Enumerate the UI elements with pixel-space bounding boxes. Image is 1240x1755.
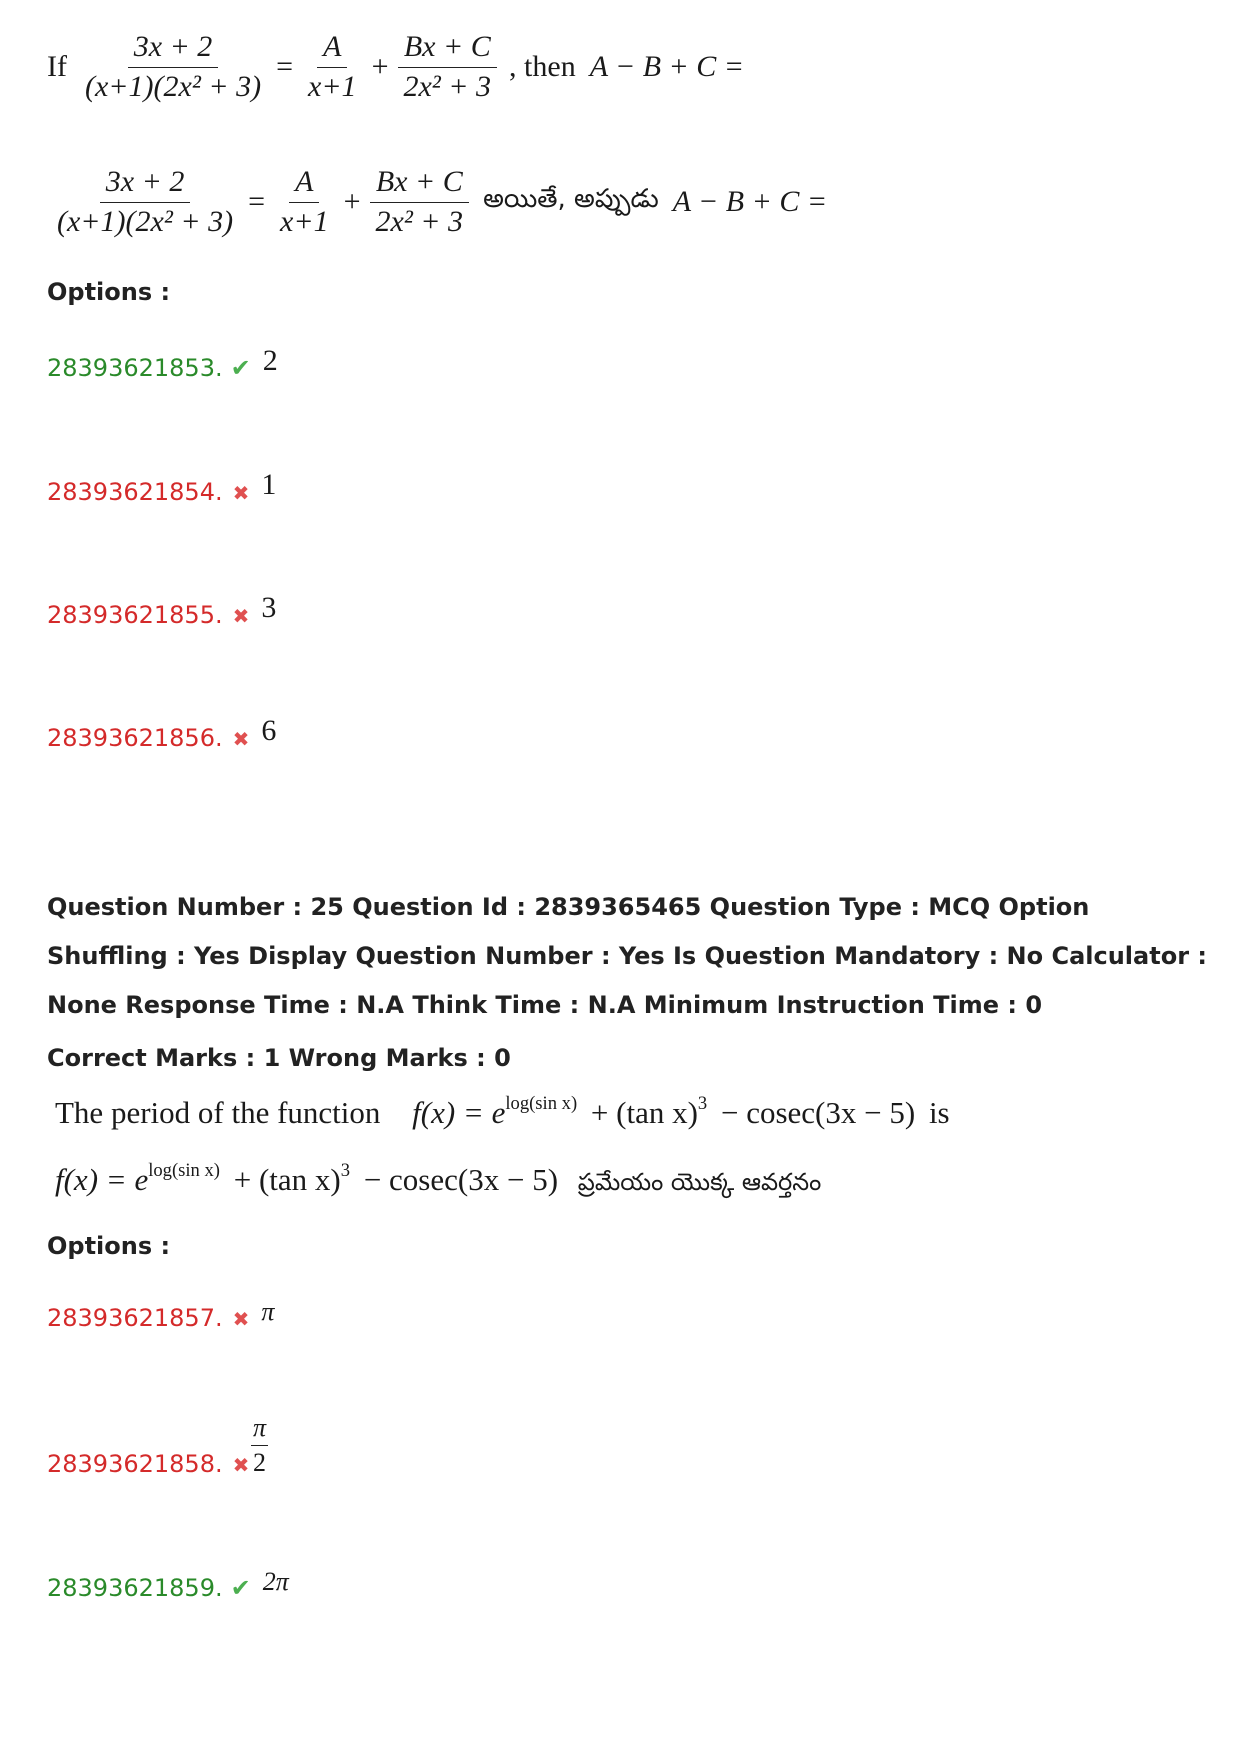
q24-telugu-then: అయితే, అప్పుడు [483, 184, 659, 214]
cross-icon: ✖ [232, 1453, 250, 1477]
q24-te-lhs-den: (x+1)(2x² + 3) [57, 204, 234, 238]
q24-te-rhs2-fraction [370, 165, 470, 239]
q24-te-rhs1-den: x+1 [280, 204, 329, 238]
q25-te-func-f: f(x) = e [55, 1162, 149, 1197]
option-value: 2π [262, 1567, 289, 1596]
option-id: 28393621858. [47, 1450, 223, 1478]
q24-lhs-fraction [79, 30, 267, 104]
q24-lhs-den: (x+1)(2x² + 3) [84, 69, 262, 103]
q24-ask: A − B + C = [589, 50, 745, 83]
q24-option-4[interactable] [47, 714, 277, 754]
q25-options-label: Options : [47, 1232, 171, 1260]
option-id: 28393621857. [47, 1304, 223, 1332]
q24-te-lhs-fraction [51, 165, 239, 239]
q25-func-f: f(x) = e [412, 1095, 506, 1130]
q25-english-question [55, 1095, 950, 1131]
q24-te-lhs-num: 3x + 2 [100, 165, 191, 203]
q24-if: If [47, 50, 67, 83]
option-id: 28393621854. [47, 478, 223, 506]
q24-rhs1-den: x+1 [308, 69, 357, 103]
q24-rhs2-den: 2x² + 3 [403, 69, 492, 103]
q25-marks: Correct Marks : 1 Wrong Marks : 0 [47, 1044, 511, 1072]
option-value: 2 [262, 344, 278, 377]
q25-option-1[interactable] [47, 1297, 275, 1333]
option-id: 28393621859. [47, 1574, 223, 1602]
q24-rhs2-fraction [397, 30, 497, 104]
q24-options-label: Options : [47, 278, 171, 306]
q25-te-func-mid: + (tan x) [233, 1162, 341, 1197]
option-id: 28393621853. [47, 354, 223, 382]
fraction-den: 2 [253, 1447, 267, 1477]
q24-te-rhs1-fraction [274, 165, 335, 239]
q25-te-func-exp: log(sin x) [148, 1160, 220, 1182]
q25-meta: Question Number : 25 Question Id : 2839365465 Question Type : MCQ Option Shuffling : Yes Display Question Number : Yes Is Question Mandatory : No Calculator : None Response Time : N.A Think Time : N.A Minimum Instruction Time : 0 [47, 893, 1207, 1019]
q25-func-mid: + (tan x) [590, 1095, 698, 1130]
q24-te-ask: A − B + C = [672, 185, 828, 218]
q25-telugu-suffix: ప్రమేయం యొక్క ఆవర్తనం [577, 1168, 822, 1196]
q25-option-3[interactable] [47, 1567, 289, 1603]
q24-te-rhs1-num: A [289, 165, 319, 203]
q24-telugu-equation: $\frac{3x + 2}{\text{(x+1)(2x² + 3)}}$ = $\frac{A}{x+1}$ + $\frac{Bx + C}{\text{2x² + 3}}$ అయితే, అప్పుడు A − B + C = [47, 165, 827, 239]
cross-icon: ✖ [232, 727, 250, 751]
q24-then: , then [509, 50, 576, 83]
q25-option-2-fraction [251, 1413, 268, 1478]
q24-te-rhs2-num: Bx + C [370, 165, 469, 203]
q24-rhs2-num: Bx + C [398, 30, 497, 68]
q25-te-func-pow: 3 [340, 1160, 351, 1182]
option-value: 6 [261, 714, 277, 747]
q25-func-pow: 3 [697, 1093, 708, 1115]
option-id: 28393621856. [47, 724, 223, 752]
check-icon: ✔ [230, 1574, 251, 1602]
option-value: 1 [261, 468, 277, 501]
q25-suffix: is [928, 1095, 950, 1130]
cross-icon: ✖ [232, 1307, 250, 1331]
q24-english-equation: If $\frac{3x + 2}{\text{(x+1)(2x² + 3)}}$ = $\frac{A}{x+1}$ + $\frac{Bx + C}{\text{2x² + 3}}$ , then A − B + C = [47, 30, 745, 103]
q25-func-tail: − cosec(3x − 5) [720, 1095, 916, 1130]
fraction-num: π [251, 1413, 268, 1446]
q24-lhs-num: 3x + 2 [128, 30, 219, 68]
option-value: 3 [261, 591, 277, 624]
option-id: 28393621855. [47, 601, 223, 629]
q25-telugu-question [55, 1162, 821, 1202]
q25-func-exp: log(sin x) [505, 1093, 578, 1115]
cross-icon: ✖ [232, 604, 250, 628]
q24-option-2[interactable] [47, 468, 277, 508]
cross-icon: ✖ [232, 481, 250, 505]
q25-te-func-tail: − cosec(3x − 5) [363, 1162, 559, 1197]
q25-option-2[interactable] [47, 1450, 249, 1478]
q24-rhs1-num: A [317, 30, 347, 68]
q24-rhs1-fraction [302, 30, 363, 104]
option-value: π [261, 1297, 275, 1326]
check-icon: ✔ [230, 354, 251, 382]
q24-option-1[interactable] [47, 344, 278, 384]
q25-prefix: The period of the function [55, 1095, 381, 1130]
q24-option-3[interactable] [47, 591, 277, 631]
q24-te-rhs2-den: 2x² + 3 [375, 204, 464, 238]
